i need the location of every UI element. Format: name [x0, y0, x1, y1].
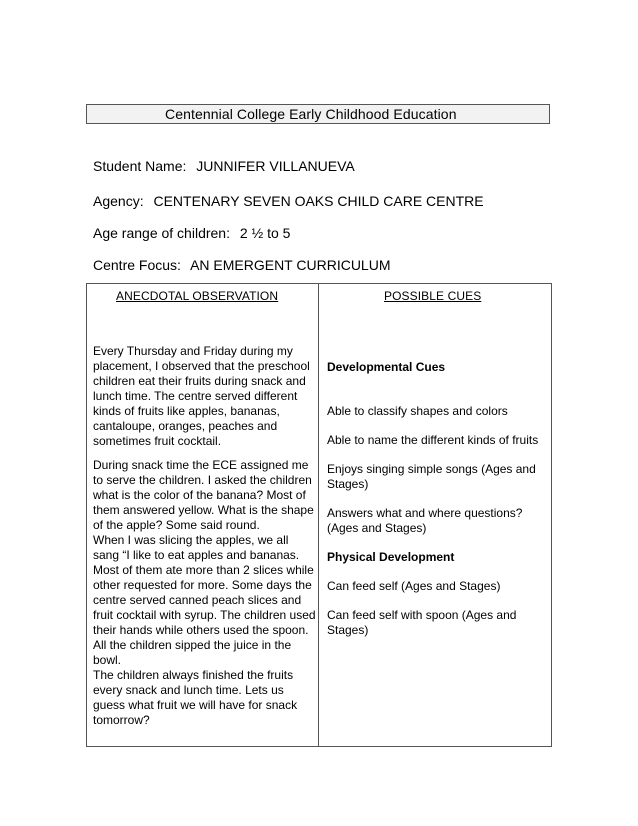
centre-focus-value: AN EMERGENT CURRICULUM	[190, 257, 391, 273]
possible-cues-list	[327, 360, 549, 652]
physical-development-heading: Physical Development	[327, 550, 455, 564]
age-range-value: 2 ½ to 5	[239, 225, 291, 241]
cue-item: Can feed self with spoon (Ages and Stages)	[327, 608, 517, 637]
observation-text	[93, 344, 317, 728]
observation-paragraph: The children always finished the fruits every snack and lunch time. Lets us guess what fruit we will have for snack tomorrow?	[93, 668, 298, 727]
observation-paragraph: When I was slicing the apples, we all sang “I like to eat apples and bananas. Most of them ate more than 2 slices while other requested for more. Some days the centre served canned peach slices and fruit cocktail with syrup. The children used their hands while others used the spoon. All the children sipped the juice in the bowl.	[93, 533, 316, 667]
developmental-cues-heading: Developmental Cues	[327, 360, 446, 374]
student-name-label: Student Name:	[93, 158, 187, 174]
agency-value: CENTENARY SEVEN OAKS CHILD CARE CENTRE	[153, 193, 484, 209]
cue-item: Able to classify shapes and colors	[327, 404, 508, 418]
student-name-line	[93, 158, 355, 174]
possible-cues-header: POSSIBLE CUES	[384, 289, 482, 303]
observation-paragraph: During snack time the ECE assigned me to serve the children. I asked the children what is the color of the banana? Most of them answered yellow. What is the shape of the apple? Some said round.	[93, 458, 314, 532]
document-title-box	[86, 104, 550, 124]
age-range-line	[93, 225, 290, 241]
document-title: Centennial College Early Childhood Education	[165, 106, 457, 122]
agency-label: Agency:	[93, 193, 144, 209]
cue-item: Enjoys singing simple songs (Ages and Stages)	[327, 462, 536, 491]
student-name-value: JUNNIFER VILLANUEVA	[196, 158, 355, 174]
observation-table	[86, 283, 552, 747]
age-range-label: Age range of children:	[93, 225, 230, 241]
cue-item: Able to name the different kinds of fruits	[327, 433, 539, 447]
column-divider	[318, 284, 319, 746]
anecdotal-observation-header: ANECDOTAL OBSERVATION	[116, 289, 279, 303]
cue-item: Answers what and where questions? (Ages and Stages)	[327, 506, 523, 535]
agency-line	[93, 193, 484, 209]
cue-item: Can feed self (Ages and Stages)	[327, 579, 501, 593]
observation-paragraph: Every Thursday and Friday during my placement, I observed that the preschool children eat their fruits during snack and lunch time. The centre served different kinds of fruits like apples, bananas, cantaloupe, oranges, peaches and sometimes fruit cocktail.	[93, 344, 310, 448]
centre-focus-label: Centre Focus:	[93, 257, 181, 273]
centre-focus-line	[93, 257, 391, 273]
